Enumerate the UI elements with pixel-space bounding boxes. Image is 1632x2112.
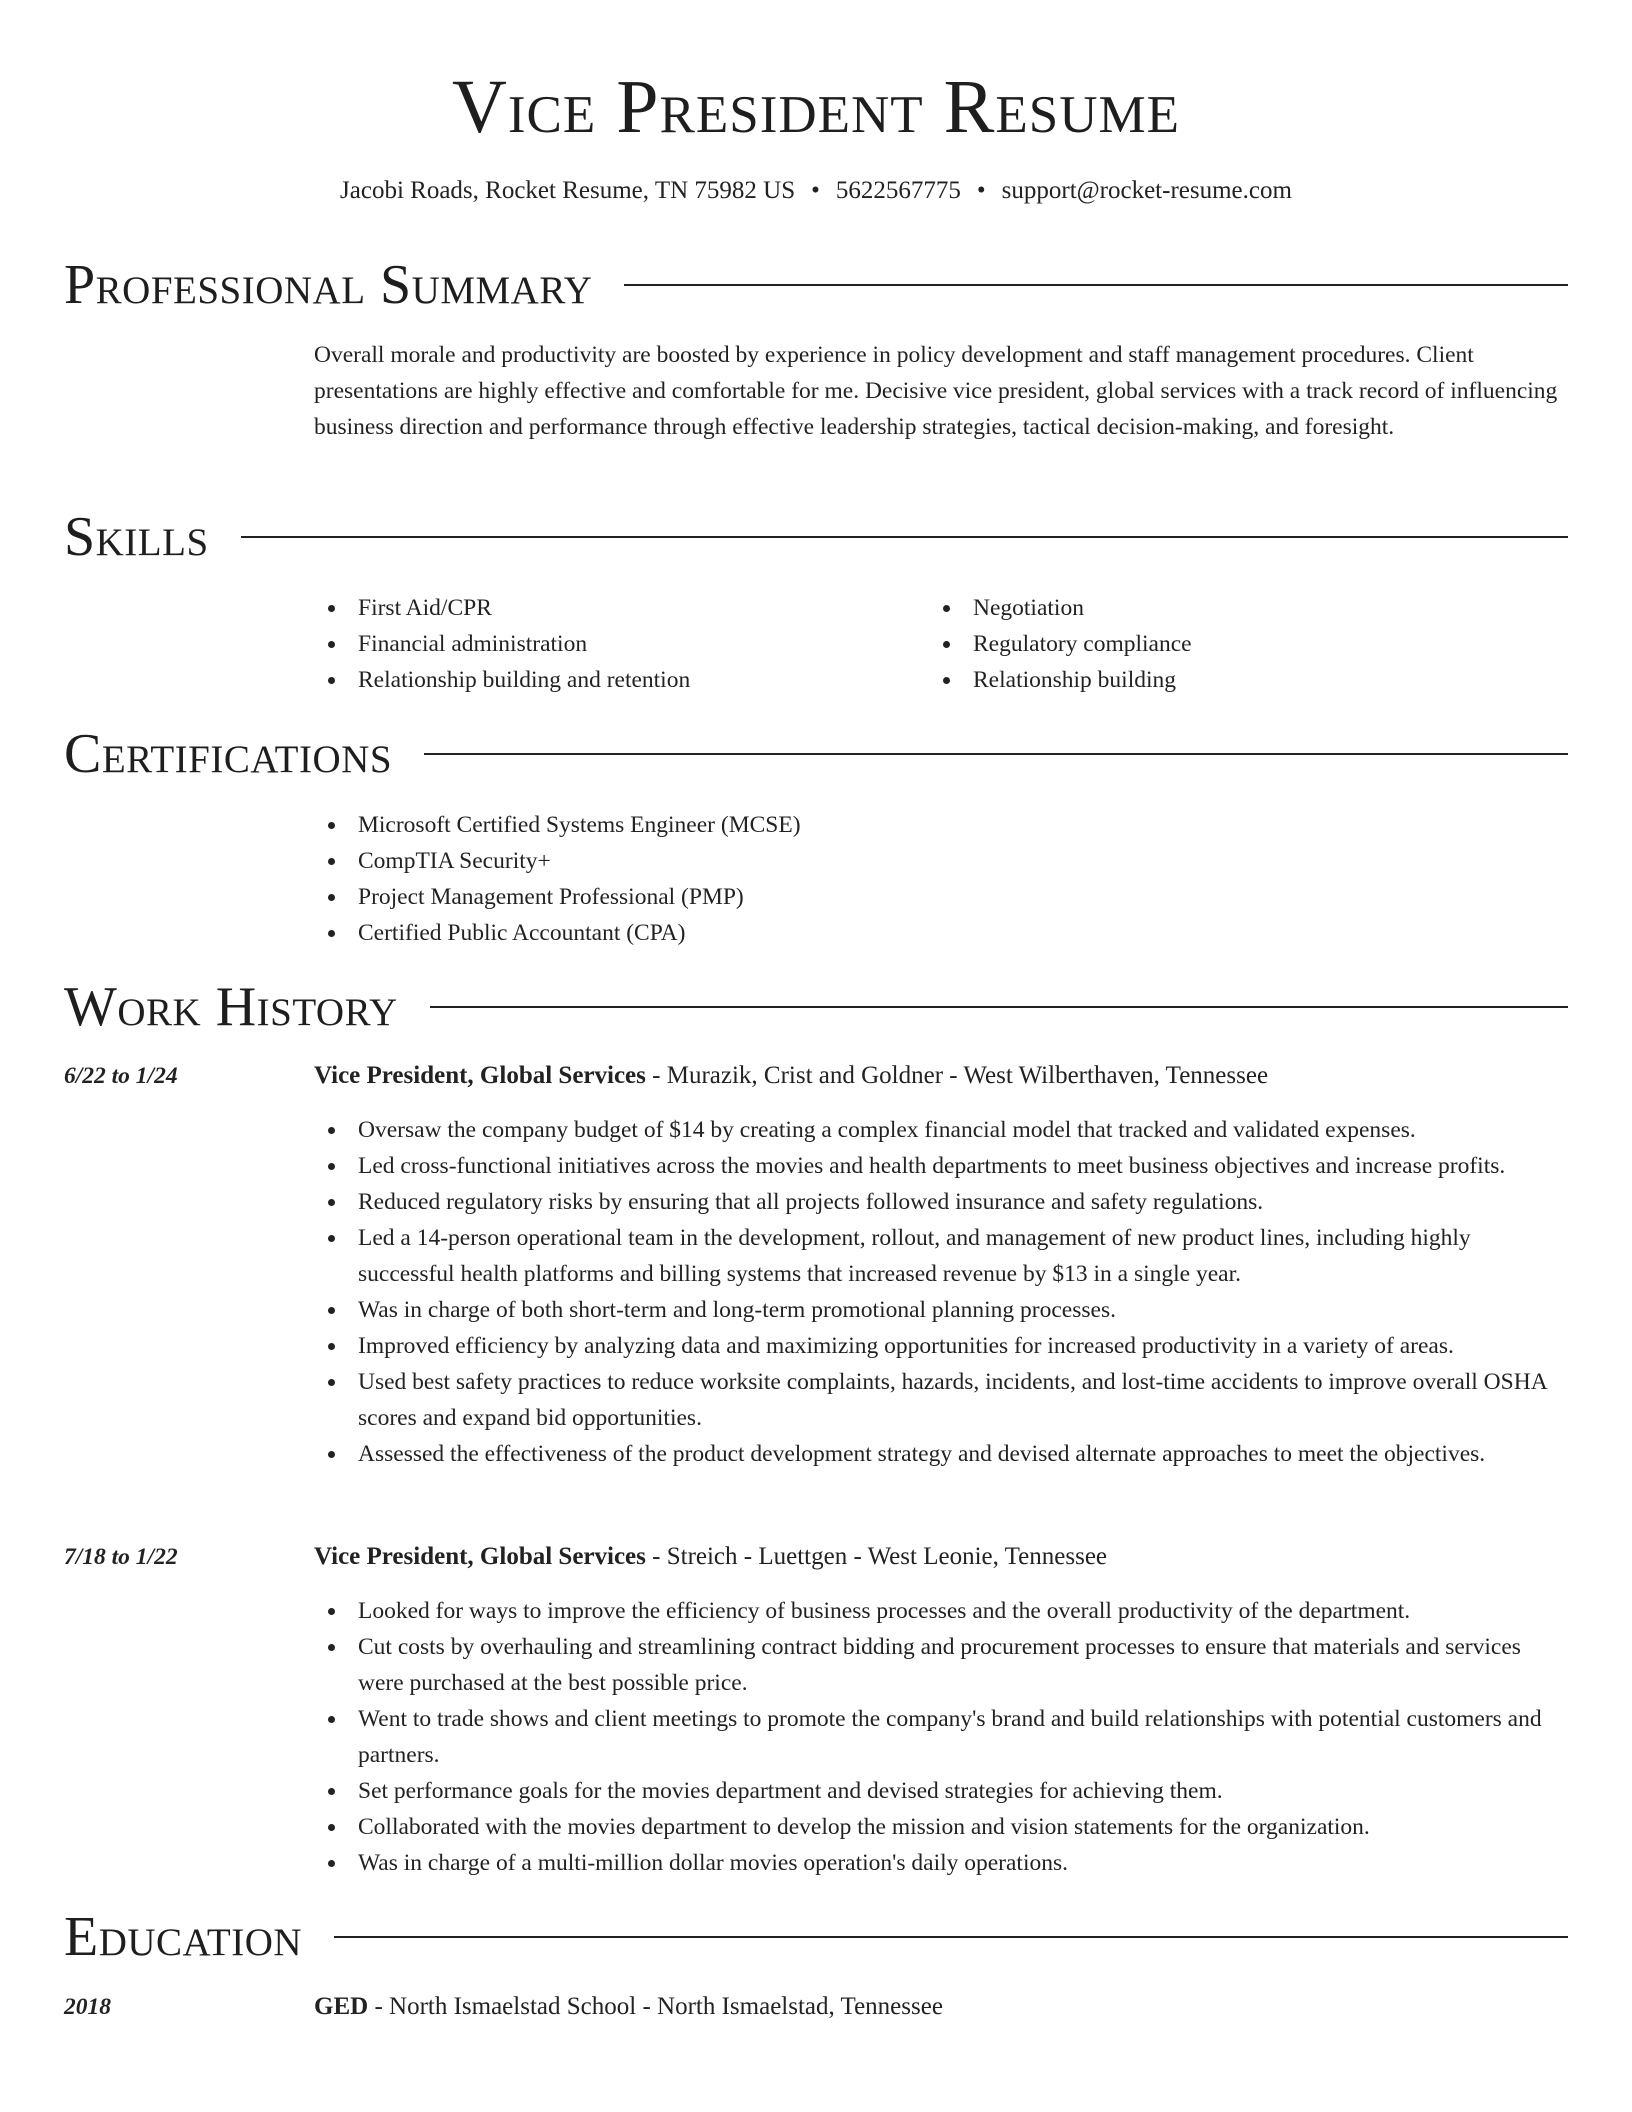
job-bullet: Was in charge of both short-term and long-term promotional planning processes. <box>314 1292 1568 1328</box>
job-bullet: Looked for ways to improve the efficiency of business processes and the overall productivity of the department. <box>314 1593 1568 1629</box>
certification-item: Certified Public Accountant (CPA) <box>314 915 1568 951</box>
job-bullet: Used best safety practices to reduce worksite complaints, hazards, incidents, and lost-time accidents to improve overall OSHA scores and expand bid opportunities. <box>314 1364 1568 1436</box>
skills-list-right <box>929 590 1529 698</box>
skills-heading <box>64 502 1568 572</box>
certification-item: CompTIA Security+ <box>314 843 1568 879</box>
job-bullet: Oversaw the company budget of $14 by creating a complex financial model that tracked and validated expenses. <box>314 1112 1568 1148</box>
contact-separator: • <box>811 177 820 204</box>
skill-item: Relationship building <box>929 662 1529 698</box>
certification-item: Microsoft Certified Systems Engineer (MCSE) <box>314 807 1568 843</box>
job-bullet: Led cross-functional initiatives across the movies and health departments to meet business objectives and increase profits. <box>314 1148 1568 1184</box>
section-divider <box>241 536 1568 538</box>
contact-address: Jacobi Roads, Rocket Resume, TN 75982 US <box>340 177 796 204</box>
section-title: Certifications <box>64 723 393 785</box>
job-heading <box>314 1058 1568 1094</box>
job-bullet: Assessed the effectiveness of the product development strategy and devised alternate approaches to meet the objectives. <box>314 1436 1568 1472</box>
job-bullets <box>314 1593 1568 1881</box>
education-heading <box>64 1902 1568 1972</box>
education-school-location: - North Ismaelstad School - North Ismaelstad, Tennessee <box>368 1993 943 2020</box>
contact-phone: 5622567775 <box>835 177 961 204</box>
contact-email: support@rocket-resume.com <box>1001 177 1292 204</box>
job-bullet: Improved efficiency by analyzing data and maximizing opportunities for increased productivity in a variety of areas. <box>314 1328 1568 1364</box>
skill-item: Financial administration <box>314 626 914 662</box>
contact-line <box>0 174 1632 208</box>
section-divider <box>334 1936 1568 1938</box>
job-company-location: - Murazik, Crist and Goldner - West Wilberthaven, Tennessee <box>645 1062 1269 1089</box>
skill-item: Negotiation <box>929 590 1529 626</box>
job-heading <box>314 1539 1568 1575</box>
job-role: Vice President, Global Services <box>314 1062 646 1089</box>
summary-heading <box>64 250 1568 320</box>
contact-separator: • <box>976 177 986 204</box>
job-company-location: - Streich - Luettgen - West Leonie, Tennessee <box>645 1543 1108 1570</box>
skill-item: Regulatory compliance <box>929 626 1529 662</box>
summary-text: Overall morale and productivity are boosted by experience in policy development and staff management procedures. Client presentations are highly effective and comfortable for me. Decisive vice president, global services with a track record of influencing business direction and performance through effective leadership strategies, tactical decision-making, and foresight. <box>314 342 1558 440</box>
certifications-heading <box>64 719 1568 789</box>
section-title: Education <box>64 1906 303 1968</box>
job-dates: 7/18 to 1/22 <box>64 1544 178 1570</box>
education-entry <box>314 1989 1568 2025</box>
job-dates: 6/22 to 1/24 <box>64 1063 178 1089</box>
work-history-heading <box>64 972 1568 1042</box>
section-divider <box>424 753 1568 755</box>
job-bullet: Set performance goals for the movies department and devised strategies for achieving them. <box>314 1773 1568 1809</box>
job-bullet: Cut costs by overhauling and streamlining contract bidding and procurement processes to ensure that materials and services were purchased at the best possible price. <box>314 1629 1568 1701</box>
skill-item: First Aid/CPR <box>314 590 914 626</box>
resume-title: Vice President Resume <box>452 65 1180 149</box>
section-title: Skills <box>64 506 209 568</box>
job-bullet: Collaborated with the movies department to develop the mission and vision statements for the organization. <box>314 1809 1568 1845</box>
job-role: Vice President, Global Services <box>314 1543 646 1570</box>
job-bullet: Was in charge of a multi-million dollar movies operation's daily operations. <box>314 1845 1568 1881</box>
skill-item: Relationship building and retention <box>314 662 914 698</box>
section-divider <box>624 284 1568 286</box>
certifications-list <box>314 807 1568 951</box>
section-divider <box>430 1006 1568 1008</box>
job-bullets <box>314 1112 1568 1472</box>
job-bullet: Led a 14-person operational team in the development, rollout, and management of new product lines, including highly successful health platforms and billing systems that increased revenue by $13 in a single year. <box>314 1220 1568 1292</box>
job-bullet: Went to trade shows and client meetings to promote the company's brand and build relationships with potential customers and partners. <box>314 1701 1568 1773</box>
section-title: Work History <box>64 976 398 1038</box>
skills-list-left <box>314 590 914 698</box>
education-degree: GED <box>314 1993 369 2020</box>
education-year: 2018 <box>64 1994 111 2020</box>
section-title: Professional Summary <box>64 254 593 316</box>
job-bullet: Reduced regulatory risks by ensuring that all projects followed insurance and safety regulations. <box>314 1184 1568 1220</box>
certification-item: Project Management Professional (PMP) <box>314 879 1568 915</box>
